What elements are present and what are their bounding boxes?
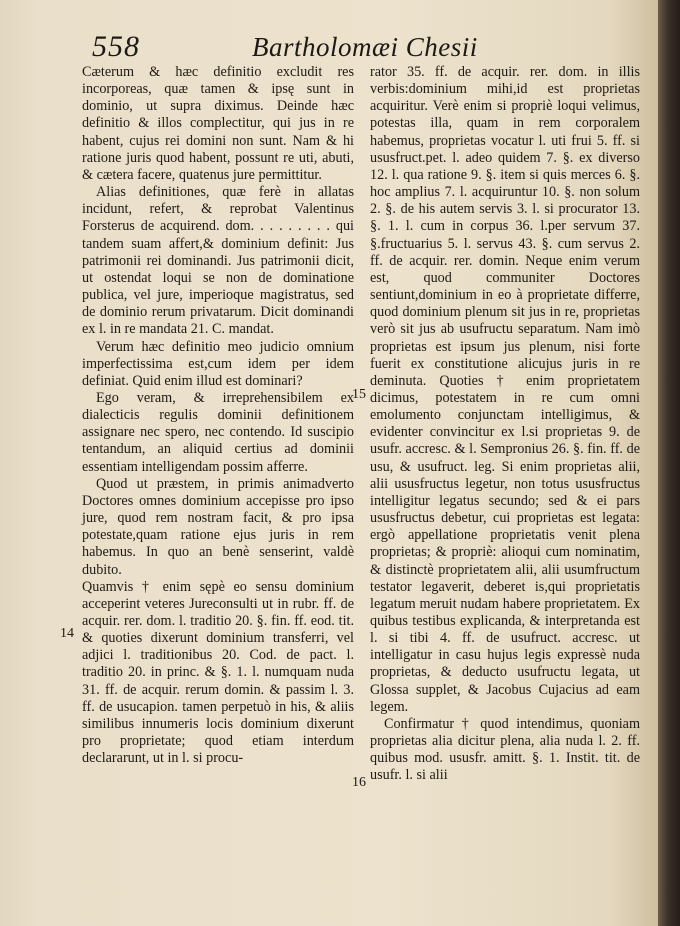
paragraph: Cæterum & hæc definitio excludit res incorporeas, quæ tamen & ipsę sunt in dominio, ut supra diximus. Deinde hæc definitio & illos complectitur, qui jus in re habent, cujus rei domini non sunt. Nam & hi ratione juris quod habent, possunt re uti, abuti, & cætera facere, quatenus jure permittitur. — [82, 64, 354, 183]
paragraph: Verum hæc definitio meo judicio omnium imperfectissima est,cum idem per idem definiat. Quid enim illud est dominari? — [82, 338, 354, 389]
book-spine — [658, 0, 680, 926]
margin-number: 16 — [352, 775, 366, 790]
paragraph: Confirmatur † quod intendimus, quoniam proprietas alia dicitur plena, alia nuda l. 2. ff. quibus mod. ususfr. amitt. §. 1. Instit. tit. de usufr. l. si alii — [370, 715, 640, 784]
margin-number: 14 — [60, 626, 74, 641]
left-column — [82, 64, 354, 767]
margin-number: 15 — [352, 387, 366, 402]
right-column — [370, 64, 640, 785]
page-header — [92, 28, 572, 68]
paragraph: Quamvis † enim sępè eo sensu dominium acceperint veteres Jureconsulti ut in rubr. ff. de acquir. rer. dom. l. traditio 20. §. fin. ff. eod. tit. & quoties dixerunt dominium transferri, vel adjici l. traditionibus 20. Cod. de pact. l. traditio 20. in princ. & §. 1. l. numquam nuda 31. ff. de acquir. rerum domin. & passim l. 3. ff. de usucapion. tamen perpetuò in his, & aliis similibus innumeris locis dominium dixerunt pro proprietate; quod etiam interdum declararunt, ut in l. si procu- — [82, 578, 354, 767]
paragraph: Quod ut præstem, in primis animadverto Doctores omnes dominium accepisse pro ipso jure, quod rem nostram facit, & pro ipsa potestate,quam ratione ejus juris in rem habemus. In quo an benè senserint, valdè dubito. — [82, 475, 354, 578]
paragraph: Ego veram, & irreprehensibilem ex dialecticis regulis dominii definitionem assignare nec spero, nec contendo. Id suscipio tentandum, an aliquid certius ad dominii essentiam intelligendam possim afferre. — [82, 389, 354, 475]
running-title: Bartholomæi Chesii — [252, 32, 478, 62]
paragraph: rator 35. ff. de acquir. rer. dom. in illis verbis:dominium mihi,id est proprietas acquiritur. Verè enim si propriè loqui velimus, potestas illa, quam in rem corporalem habemus, proprietas vocatur l. uti frui 5. ff. si ususfruct.pet. l. adeo quidem 7. §. ex diverso 12. l. qua ratione 9. §. item si quis merces 6. §. hoc amplius 7. l. acquiruntur 10. §. non solum 2. §. de his autem servis 3. l. si procurator 13. §. 1. l. cum in corpus 36. l.per servum 37. §.fructuarius 5. l. servus 43. §. cum servus 2. ff. de acquir. rer. domin. Neque enim verum est, quod communiter Doctores sentiunt,dominium in eo à proprietate differre, quod dominium plenum sit jus in re, proprietas verò sit jus ab usufructu separatum. Nam imò proprietas est ipsum jus plenum, nisi forte fuerit ex constitutione alicujus juris in re deminuta. Quoties † enim proprietatem dicimus, potestatem in re cum omni emolumento conjunctam intelligimus, & evidenter convincitur ex l.si proprietas 9. de usufr. accresc. & l. Sempronius 26. §. fin. ff. de usu, & usufruct. leg. Si enim proprietas alii, alii ususfructus legetur, non totus ususfructus intelligitur legatus secundo; sed & ei pars ususfructus debetur, cui proprietas est legata: ergò appellatione proprietatis venit plena proprietas; & propriè: alioqui cum nominatim, & distinctè proprietatem alii, alii usumfructum testator legaverit, deberet is,qui proprietatis legatum meruit nudam habere proprietatem. Ex quibus testibus explicanda, & interpretanda est l. si tibi 4. ff. de usufruct. accresc. ut intelligatur in casu hujus legis expressè nuda proprietas, & deducto usufructu legata, ut Glossa supplet, & Jacobus Cujacius ad eam legem. — [370, 64, 640, 715]
page-number: 558 — [92, 30, 140, 63]
paragraph: Alias definitiones, quæ ferè in allatas incidunt, refert, & reprobat Valentinus Forsterus de acquirend. dom. . . . . . . . . qui tandem suam affert,& dominium definit: Jus patrimonii rei dominandi. Jus patrimonii dicit, ut ostendat loqui se non de dominatione publica, vel jure, imperioque magistratus, sed de dominio rerum privatarum. Dicit dominandi ex l. in re mandata 21. C. mandat. — [82, 184, 354, 338]
